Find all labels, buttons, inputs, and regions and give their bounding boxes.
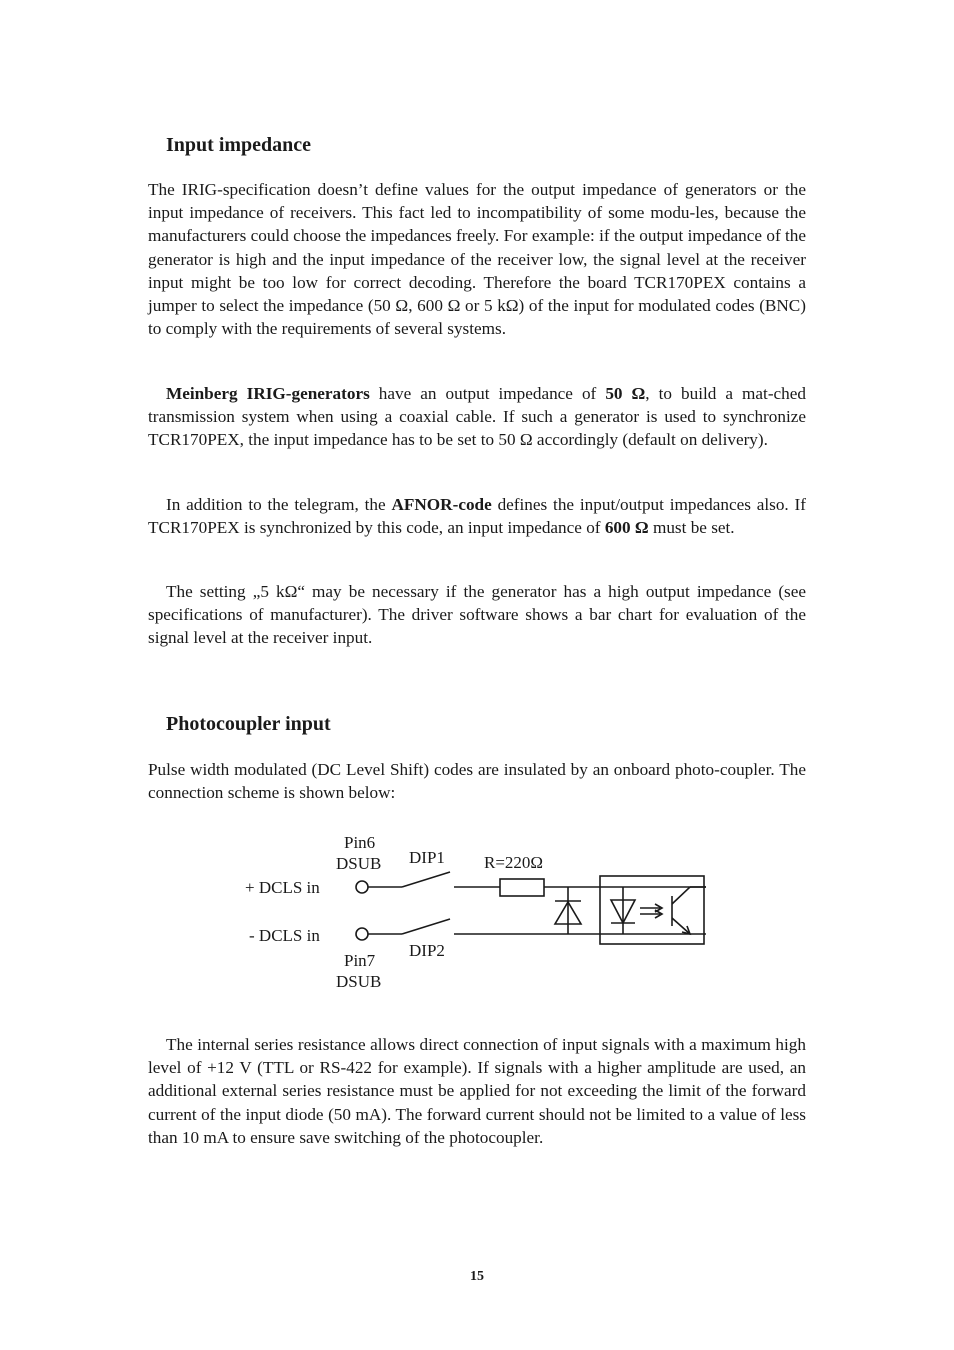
dip1-switch [402, 872, 450, 887]
text: must be set. [648, 518, 735, 538]
paragraph-series-resistance: The internal series resistance allows direct connection of input signals with a maximum high level of +12 V (TTL or RS-422 for example). If signals with a higher amplitude are used, an additional external series resistance must be applied for not exceeding the limit of the forward current of the input diode (50 mA). The forward current should not be limited to a value of less than 10 mA to ensure save switching of the photocoupler. [148, 1035, 806, 1147]
label-pin6: Pin6 [344, 833, 376, 852]
text: have an output impedance of [369, 384, 606, 403]
text: defines the input/output impedances also. If TCR170PEX is synchronized by this code, an input impedance of [148, 495, 806, 538]
paragraph-meinberg [148, 382, 806, 452]
light-arrows [640, 904, 662, 918]
label-pin7: Pin7 [344, 951, 376, 970]
dip2-switch [402, 919, 450, 934]
protection-diode [555, 887, 581, 934]
resistor-symbol [500, 879, 544, 896]
text: In addition to the telegram, the [166, 495, 392, 514]
pin7-terminal [356, 928, 368, 940]
text: , to build a mat-ched transmission system when using a coaxial cable. If such a generator is used to synchronize TCR170PEX, the input impedance has to be set to 50 Ω accordingly (default on delivery). [148, 384, 806, 450]
photocoupler-schematic [238, 828, 718, 998]
bold-afnor: AFNOR-code [391, 495, 492, 514]
paragraph-afnor [148, 493, 806, 539]
bold-600-ohm: 600 Ω [604, 518, 649, 538]
label-minus-dcls: - DCLS in [249, 926, 320, 945]
paragraph-pulse-width: Pulse width modulated (DC Level Shift) codes are insulated by an onboard photo-coupler. The connection scheme is shown below: [148, 760, 806, 803]
heading-input-impedance: Input impedance [166, 134, 312, 156]
label-dip1: DIP1 [409, 848, 445, 867]
label-plus-dcls: + DCLS in [245, 878, 320, 897]
paragraph-5k-setting: The setting „5 kΩ“ may be necessary if the generator has a high output impedance (see specifications of manufacturer). The driver software shows a bar chart for evaluation of the signal level at the receiver input. [148, 582, 806, 648]
pin6-terminal [356, 881, 368, 893]
page-number: 15 [470, 1269, 484, 1284]
led-diode [611, 887, 635, 934]
heading-photocoupler: Photocoupler input [166, 713, 331, 735]
bold-meinberg: Meinberg IRIG-generators [166, 384, 370, 403]
phototransistor [672, 887, 706, 934]
label-dip2: DIP2 [409, 941, 445, 960]
label-dsub-top: DSUB [336, 854, 382, 873]
label-dsub-bottom: DSUB [336, 972, 382, 991]
label-resistor: R=220Ω [484, 853, 544, 872]
paragraph-irig-spec: The IRIG-specification doesn’t define values for the output impedance of generators or the input impedance of receivers. This fact led to incompatibility of some modu-les, because the manufacturers could choose the impedances freely. For example: if the output impedance of the generator is high and the input impedance of the receiver low, the signal level at the receiver input might be too low for correct decoding. Therefore the board TCR170PEX contains a jumper to select the impedance (50 Ω, 600 Ω or 5 kΩ) of the input for modulated codes (BNC) to comply with the requirements of several systems. [148, 180, 806, 339]
bold-50-ohm: 50 Ω [605, 384, 646, 403]
